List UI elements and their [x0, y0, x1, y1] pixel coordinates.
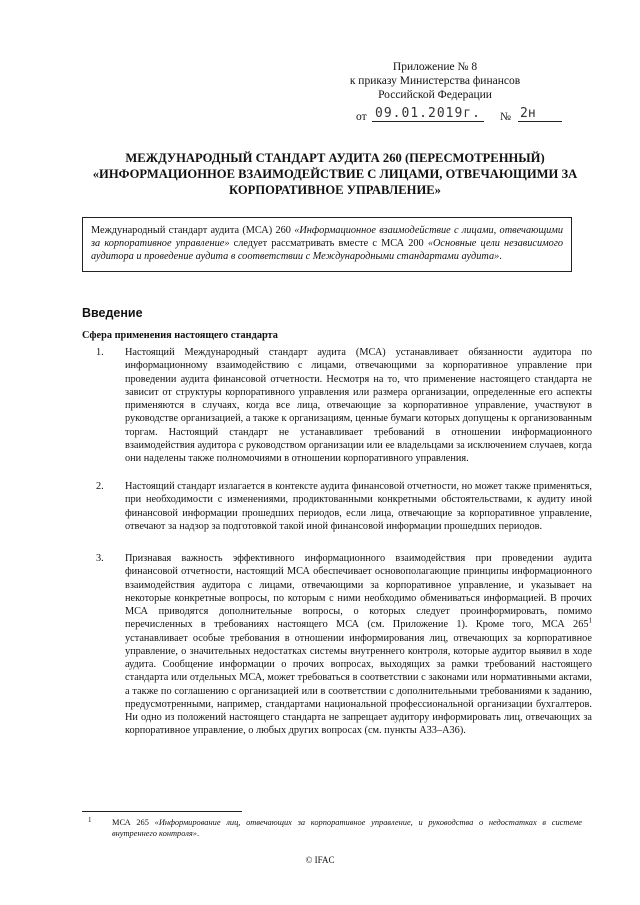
footnote — [82, 817, 582, 839]
annex-number: Приложение № 8 — [392, 61, 478, 73]
paragraph-text-a: Признавая важность эффективного информационного взаимодействия при проведении аудита финансовой отчетности, настоящий МСА обеспечивает основополагающие принципы информационного взаимодействия аудитора с лицами, отвечающими за корпоративное управление, и указывает на некоторые конкретные вопросы, по которым с ними необходимо обмениваться информацией. В прочих МСА приводятся дополнительные вопросы, о которых следует проинформировать, помимо перечисленных в требованиях настоящего МСА (см. Приложение 1). Кроме того, МСА 265 — [125, 553, 592, 631]
box-italic-1: «Информационное взаимодействие с лицами, отвечающими за корпоративное управление» — [91, 225, 564, 250]
footnote-text-1: МСА 265 — [112, 818, 155, 827]
paragraph-3 — [82, 552, 592, 738]
order-number: 2н — [518, 106, 562, 122]
page-footer: © IFAC — [305, 855, 335, 865]
from-label: от — [356, 111, 367, 123]
box-italic-2: «Основные цели независимого аудитора и проведение аудита в соответствии с Международными стандартами аудита» — [91, 238, 563, 263]
paragraph-number: 1. — [96, 347, 104, 358]
paragraph-text-b: устанавливает особые требования в отношении информирования лиц, отвечающих за корпоративное управление, о значительных недостатках системы внутреннего контроля, которые аудитор выявил в ходе аудита. Сообщение информации о прочих вопросах, выходящих за рамки требований настоящего стандарта или отдельных МСА, может требоваться в соответствии с законами или нормативными актами, а также по соглашению с организацией или в соответствии с дополнительными требованиями к заданию, предусмотренными, например, стандартами национальной профессиональной организации бухгалтеров. Ни одно из положений настоящего стандарта не запрещает аудитору информировать лиц, отвечающих за корпоративное управление, о любых других вопросах (см. пункты А33–А36). — [125, 632, 592, 737]
paragraph-text: Настоящий стандарт излагается в контексте аудита финансовой отчетности, но может также применяться, при необходимости с изменениями, продиктованными конкретными обстоятельствами, к аудиту иной финансовой информации прошедших периодов, если лица, отвечающие за корпоративное управление, отвечают за надзор за подготовкой такой иной финансовой информации прошедших периодов. — [125, 481, 592, 532]
order-date-number — [350, 106, 580, 124]
annex-ministry: Российской Федерации — [378, 89, 492, 101]
footnote-divider — [82, 811, 242, 812]
footnote-text — [112, 817, 582, 839]
footnote-text-2: . — [196, 829, 200, 838]
paragraph-text: Настоящий Международный стандарт аудита (МСА) устанавливает обязанности аудитора по информационному взаимодействию с лицами, отвечающими за корпоративное управление при проведении аудита финансовой отчетности. Несмотря на то, что применение настоящего стандарта не зависит от структуры корпоративного управления или размера организации, определенные его аспекты применяются в случаях, когда все лица, отвечающие за корпоративное управление, участвуют в руководстве организацией, а также к организациям, ценные бумаги которых допущены к организованным торгам. Настоящий стандарт не устанавливает требований в отношении информационного взаимодействия аудитора с руководством организации или ее владельцами за исключением случаев, когда они наделены также полномочиями в отношении корпоративного управления. — [125, 347, 592, 464]
number-label: № — [500, 111, 511, 123]
title-line-1: МЕЖДУНАРОДНЫЙ СТАНДАРТ АУДИТА 260 (ПЕРЕСМОТРЕННЫЙ) — [125, 151, 545, 165]
paragraph-1 — [82, 346, 592, 465]
box-text-3: . — [499, 251, 502, 263]
order-date: 09.01.2019г. — [372, 106, 484, 122]
title-line-2: «ИНФОРМАЦИОННОЕ ВЗАИМОДЕЙСТВИЕ С ЛИЦАМИ, ОТВЕЧАЮЩИМИ ЗА — [92, 167, 578, 181]
box-text-1: Международный стандарт аудита (МСА) 260 — [91, 225, 295, 236]
annex-order-ref: к приказу Министерства финансов — [349, 75, 521, 87]
intro-box — [82, 217, 572, 272]
annex-header — [310, 60, 560, 102]
section-heading: Введение — [82, 306, 143, 320]
title-line-3: КОРПОРАТИВНОЕ УПРАВЛЕНИЕ» — [229, 183, 441, 197]
footnote-number: 1 — [88, 816, 92, 824]
document-title — [80, 150, 590, 198]
box-text-2: следует рассматривать вместе с МСА 200 — [229, 238, 428, 250]
section-subheading: Сфера применения настоящего стандарта — [82, 330, 278, 341]
footnote-ref[interactable]: 1 — [588, 616, 592, 625]
paragraph-number: 3. — [96, 553, 104, 564]
footnote-italic: «Информирование лиц, отвечающих за корпоративное управление, и руководства о недостатках в системе внутреннего контроля» — [112, 818, 582, 838]
paragraph-2 — [82, 480, 592, 533]
paragraph-number: 2. — [96, 481, 104, 492]
paragraph-text — [125, 552, 592, 738]
